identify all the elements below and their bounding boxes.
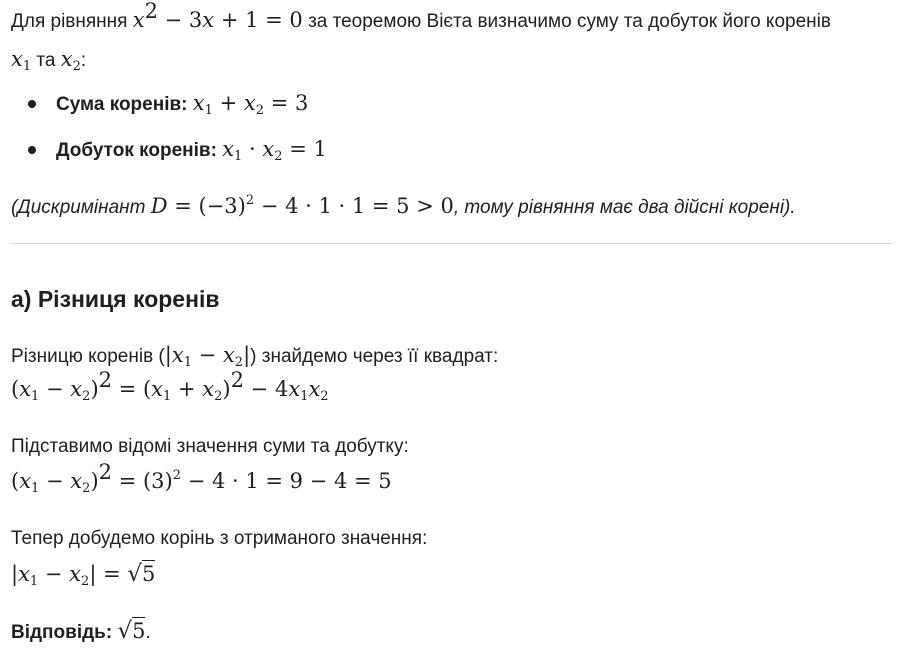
product-formula: $x_1 \cdot x_2 = 1$	[222, 137, 327, 164]
intro-line	[11, 0, 831, 32]
discriminant-formula: $D = (-3)^2 - 4 \cdot 1 \cdot 1 = 5 > 0$	[150, 193, 454, 218]
and-word: та	[36, 50, 56, 71]
answer-value: √5	[117, 618, 146, 644]
divider	[11, 243, 892, 244]
bullet-sum	[56, 91, 309, 118]
bullet-dot	[28, 146, 36, 154]
bullet-dot	[28, 100, 36, 108]
formula-substitution: $(x_1 - x_2)^2 = (3)^2 - 4 \cdot 1 = 9 - 4 = 5$	[11, 460, 392, 496]
answer-label: Відповідь:	[11, 622, 113, 643]
equation: $x^2 - 3x + 1 = 0$	[132, 0, 303, 32]
intro-line-2	[11, 47, 87, 74]
paragraph-substitute: Підставимо відомі значення суми та добутку:	[11, 436, 409, 457]
colon: :	[80, 50, 87, 71]
bullet-product	[56, 137, 327, 164]
intro-prefix: Для рівняння	[11, 11, 128, 32]
formula-identity: $(x_1 - x_2)^2 = (x_1 + x_2)^2 - 4x_1x_2$	[11, 368, 329, 404]
p1-end-text: ) знайдемо через її квадрат:	[250, 346, 499, 367]
bullet-label: Сума коренів:	[56, 94, 188, 115]
discriminant-prefix: (Дискримінант	[11, 197, 146, 218]
p1-text: Різницю коренів (	[11, 346, 165, 367]
paragraph-root: Тепер добудемо корінь з отриманого значення:	[11, 528, 428, 549]
x2-symbol: $x_2$	[60, 47, 81, 74]
formula-root: $|x_1 - x_2| = √5$	[11, 561, 156, 589]
bullet-label: Добуток коренів:	[56, 140, 217, 161]
section-heading: а) Різниця коренів	[11, 286, 220, 312]
sum-formula: $x_1 + x_2 = 3$	[192, 91, 309, 118]
intro-suffix: за теоремою Вієта визначимо суму та добуток його коренів	[308, 11, 831, 32]
discriminant-note	[11, 193, 796, 218]
answer-period: .	[145, 622, 151, 643]
abs-difference: $|x_1 - x_2|$	[164, 343, 251, 370]
discriminant-suffix: , тому рівняння має два дійсні корені).	[453, 197, 796, 218]
answer	[11, 620, 151, 643]
paragraph-difference	[11, 343, 499, 370]
x1-symbol: $x_1$	[11, 47, 32, 74]
